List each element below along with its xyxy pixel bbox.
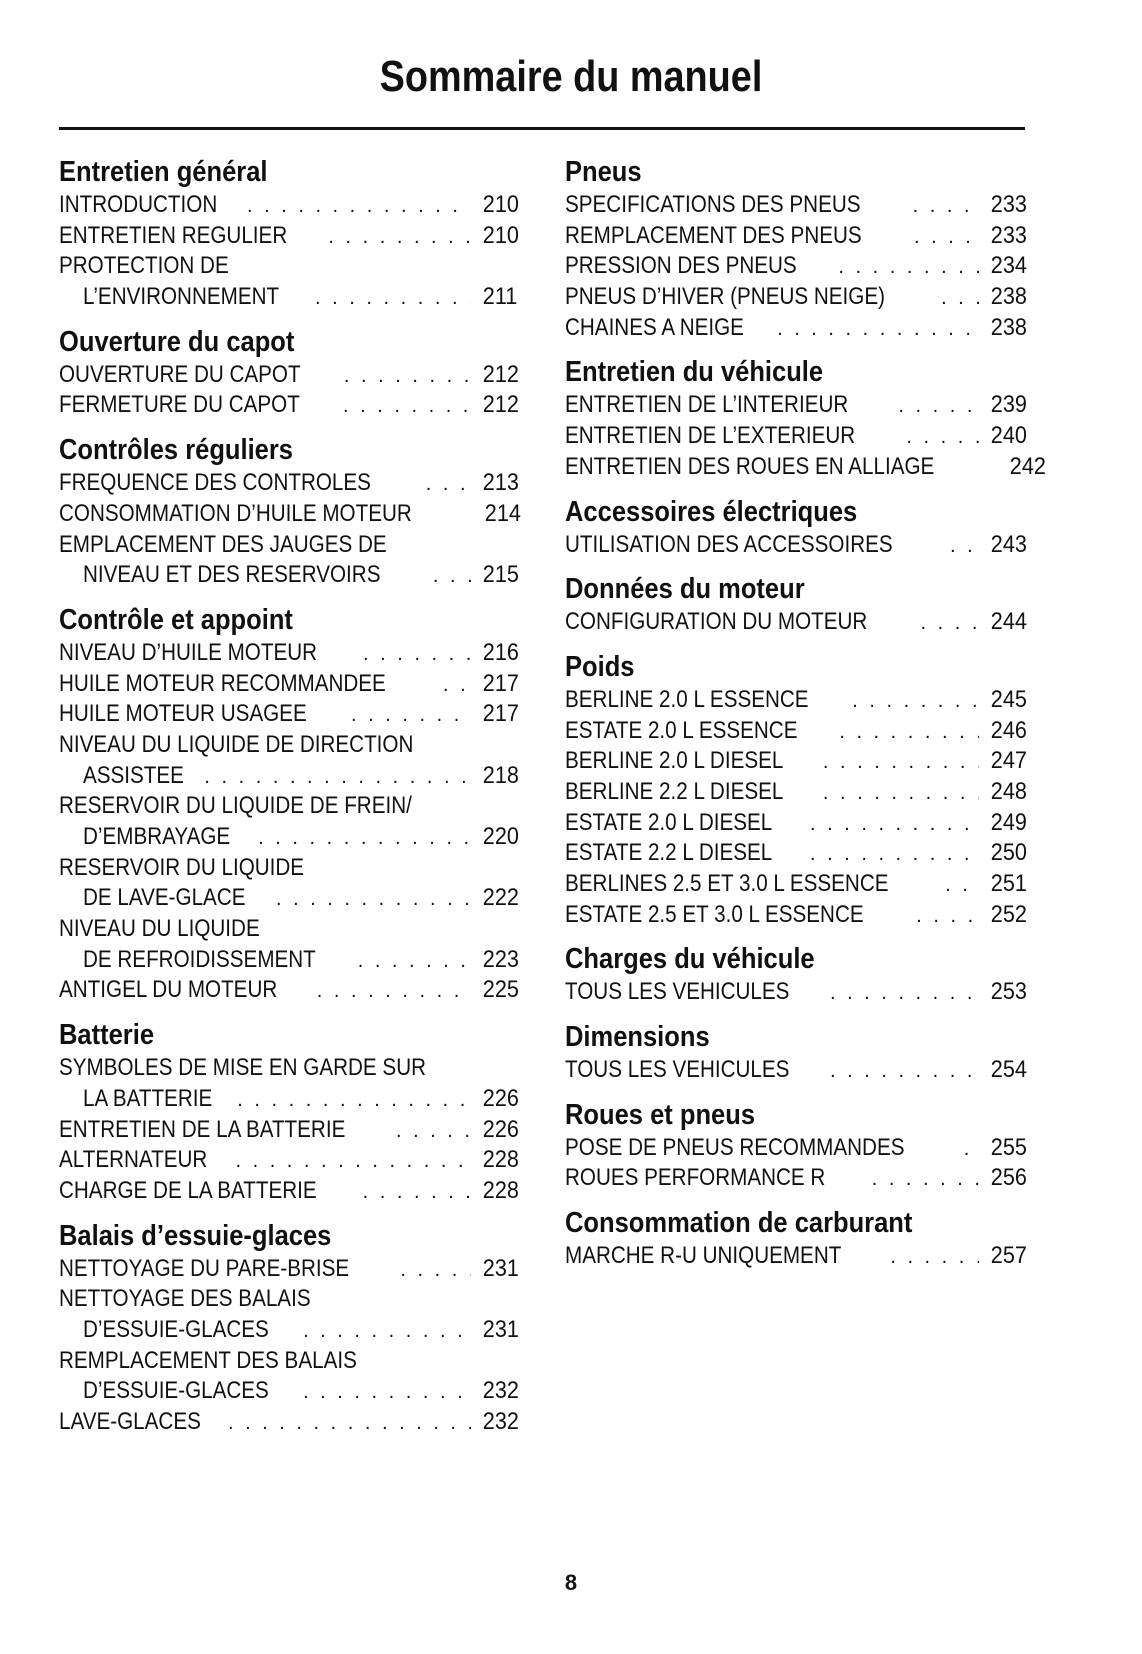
dot-leader: [433, 561, 471, 592]
toc-section: [565, 941, 1025, 1008]
entry-page: 249: [990, 808, 1027, 836]
entry-page: 254: [990, 1056, 1027, 1084]
toc-entry[interactable]: [59, 1176, 517, 1207]
toc-entry[interactable]: [565, 977, 1025, 1008]
entry-label: DE LAVE-GLACE: [83, 884, 246, 912]
entry-page: 222: [482, 884, 519, 912]
toc-entry[interactable]: [59, 221, 517, 252]
entry-page: 228: [482, 1176, 519, 1204]
toc-entry[interactable]: [565, 221, 1025, 252]
section-title: Accessoires électriques: [565, 495, 858, 528]
section-title: Entretien général: [59, 156, 268, 188]
dot-leader: [830, 1056, 979, 1087]
dot-leader: [363, 639, 471, 670]
entry-label: CONFIGURATION DU MOTEUR: [565, 608, 868, 636]
entry-page: 215: [482, 561, 519, 589]
entry-page: 232: [482, 1408, 519, 1435]
toc-section: [565, 1205, 1025, 1272]
entry-label: NETTOYAGE DU PARE-BRISE: [59, 1254, 350, 1282]
dot-leader: [328, 222, 471, 253]
dot-leader: [363, 1177, 471, 1208]
entry-label: ROUES PERFORMANCE R: [565, 1164, 826, 1192]
entry-label-line: NIVEAU DU LIQUIDE DE DIRECTION: [59, 730, 414, 758]
entry-label-line: EMPLACEMENT DES JAUGES DE: [59, 530, 387, 558]
toc-entry[interactable]: [565, 746, 1025, 777]
entry-label: OUVERTURE DU CAPOT: [59, 360, 301, 388]
toc-entry[interactable]: [59, 1315, 517, 1346]
entry-page: 214: [485, 499, 522, 527]
entry-page: 210: [482, 191, 519, 218]
dot-leader: [838, 252, 979, 283]
toc-entry[interactable]: [59, 1376, 517, 1407]
entry-label: PNEUS D’HIVER (PNEUS NEIGE): [565, 283, 885, 311]
toc-section: [565, 649, 1025, 931]
entry-page: 243: [990, 530, 1027, 558]
entry-label-line: PROTECTION DE: [59, 252, 229, 280]
dot-leader: [351, 700, 471, 731]
toc-entry[interactable]: [59, 761, 517, 792]
entry-page: 238: [990, 313, 1027, 341]
entry-label: ENTRETIEN DES ROUES EN ALLIAGE: [565, 452, 935, 480]
entry-label: UTILISATION DES ACCESSOIRES: [565, 530, 893, 558]
entry-label: DE REFROIDISSEMENT: [83, 945, 316, 973]
entry-page: 251: [990, 870, 1027, 897]
dot-leader: [343, 391, 471, 422]
entry-label-line: RESERVOIR DU LIQUIDE DE FREIN/: [59, 792, 412, 820]
dot-leader: [852, 686, 979, 717]
toc-entry[interactable]: [59, 1254, 517, 1285]
toc-section: [565, 1097, 1025, 1194]
entry-label: LA BATTERIE: [83, 1084, 213, 1112]
entry-page: 246: [990, 716, 1027, 744]
entry-page: 245: [990, 685, 1027, 713]
entry-label: SPECIFICATIONS DES PNEUS: [565, 191, 861, 218]
left-column: [59, 154, 522, 1449]
toc-entry[interactable]: [565, 808, 1025, 839]
toc-entry[interactable]: [59, 468, 517, 499]
entry-label: ANTIGEL DU MOTEUR: [59, 976, 278, 1004]
dot-leader: [315, 283, 471, 314]
dot-leader: [276, 884, 471, 915]
entry-label: ASSISTEE: [83, 761, 184, 789]
dot-leader: [941, 283, 979, 314]
entry-page: 228: [482, 1146, 519, 1174]
section-title: Dimensions: [565, 1021, 710, 1054]
page-title: Sommaire du manuel: [379, 52, 763, 101]
toc-entry[interactable]: [59, 883, 517, 914]
dot-leader: [237, 1085, 471, 1116]
entry-page: 256: [990, 1164, 1027, 1192]
entry-page: 211: [482, 283, 518, 311]
toc-entry[interactable]: [59, 638, 517, 669]
entry-page: 217: [482, 669, 519, 697]
toc-entry[interactable]: [59, 669, 517, 700]
entry-label: LAVE-GLACES: [59, 1408, 201, 1435]
toc-entry[interactable]: [59, 1407, 517, 1438]
entry-label: NIVEAU D’HUILE MOTEUR: [59, 638, 318, 666]
toc-entry[interactable]: [565, 251, 1025, 282]
toc-entry[interactable]: [565, 190, 1025, 221]
toc-entry[interactable]: [59, 190, 517, 221]
section-title: Données du moteur: [565, 573, 805, 606]
dot-leader: [839, 717, 979, 748]
entry-label: ESTATE 2.0 L DIESEL: [565, 808, 773, 836]
dot-leader: [964, 1134, 979, 1165]
entry-label-line: NIVEAU DU LIQUIDE: [59, 915, 260, 943]
dot-leader: [396, 1116, 471, 1147]
entry-page: 257: [990, 1242, 1027, 1270]
entry-page: 240: [990, 422, 1027, 450]
section-title: Pneus: [565, 156, 642, 188]
toc-section: [565, 494, 1025, 561]
dot-leader: [810, 809, 979, 840]
entry-label: D’ESSUIE-GLACES: [83, 1377, 269, 1405]
entry-page: 231: [482, 1254, 519, 1282]
entry-label: ENTRETIEN DE L’INTERIEUR: [565, 391, 849, 419]
section-title: Roues et pneus: [565, 1098, 756, 1131]
entry-page: 234: [990, 252, 1027, 280]
section-title: Poids: [565, 650, 635, 683]
entry-page: 218: [482, 761, 519, 789]
entry-label: ENTRETIEN REGULIER: [59, 221, 288, 249]
entry-page: 238: [990, 283, 1027, 311]
toc-section: [59, 1017, 517, 1206]
toc-entry[interactable]: [565, 607, 1025, 638]
toc-entry[interactable]: [59, 1145, 517, 1176]
toc-entry[interactable]: [565, 716, 1025, 747]
entry-page: 226: [482, 1084, 519, 1112]
entry-label: ESTATE 2.5 ET 3.0 L ESSENCE: [565, 900, 864, 928]
entry-page: 252: [990, 900, 1027, 928]
entry-label-line: SYMBOLES DE MISE EN GARDE SUR: [59, 1054, 427, 1082]
entry-page: 225: [482, 976, 519, 1004]
entry-label: FREQUENCE DES CONTROLES: [59, 469, 371, 497]
toc-section: [59, 602, 517, 1006]
dot-leader: [228, 1408, 471, 1439]
entry-page: 216: [482, 638, 519, 666]
entry-label: INTRODUCTION: [59, 191, 218, 218]
toc-entry[interactable]: [565, 530, 1025, 561]
entry-label: FERMETURE DU CAPOT: [59, 391, 300, 419]
entry-page: 244: [990, 608, 1027, 636]
dot-leader: [823, 778, 979, 809]
dot-leader: [823, 747, 979, 778]
entry-label: BERLINE 2.0 L DIESEL: [565, 747, 784, 775]
dot-leader: [258, 823, 471, 854]
entry-page: 217: [482, 700, 519, 728]
dot-leader: [777, 314, 979, 345]
entry-label: CHARGE DE LA BATTERIE: [59, 1176, 317, 1204]
dot-leader: [443, 670, 471, 701]
dot-leader: [830, 978, 979, 1009]
entry-page: 253: [990, 978, 1027, 1006]
dot-leader: [890, 1242, 979, 1273]
entry-label: CONSOMMATION D’HUILE MOTEUR: [59, 499, 412, 527]
toc-entry[interactable]: [565, 685, 1025, 716]
dot-leader: [358, 946, 471, 977]
entry-label: MARCHE R-U UNIQUEMENT: [565, 1242, 842, 1270]
toc-entry[interactable]: [59, 975, 517, 1006]
entry-page: 212: [482, 360, 519, 388]
dot-leader: [344, 361, 471, 392]
entry-page: 231: [482, 1315, 519, 1343]
entry-page: 242: [1010, 452, 1047, 480]
toc-entry[interactable]: [565, 1163, 1025, 1194]
entry-page: 223: [482, 945, 519, 973]
entry-label: D’EMBRAYAGE: [83, 823, 231, 850]
right-column: [565, 154, 1047, 1283]
section-title: Balais d’essuie-glaces: [59, 1219, 332, 1252]
entry-page: 250: [990, 839, 1027, 867]
dot-leader: [303, 1316, 471, 1347]
section-title: Entretien du véhicule: [565, 356, 824, 389]
entry-label: ESTATE 2.0 L ESSENCE: [565, 716, 798, 744]
entry-label: REMPLACEMENT DES PNEUS: [565, 221, 862, 249]
entry-label: PRESSION DES PNEUS: [565, 252, 797, 280]
dot-leader: [872, 1164, 979, 1195]
entry-page: 213: [482, 469, 519, 497]
toc-section: [565, 154, 1025, 343]
section-title: Contrôles réguliers: [59, 434, 293, 467]
entry-label-line: REMPLACEMENT DES BALAIS: [59, 1346, 357, 1374]
toc-entry[interactable]: [565, 421, 1025, 452]
entry-page: 220: [482, 823, 519, 850]
entry-label: NIVEAU ET DES RESERVOIRS: [83, 561, 381, 589]
toc-entry[interactable]: [565, 777, 1025, 808]
entry-page: 248: [990, 777, 1027, 805]
entry-label: ALTERNATEUR: [59, 1146, 208, 1174]
entry-label: HUILE MOTEUR USAGEE: [59, 700, 307, 728]
entry-label: BERLINES 2.5 ET 3.0 L ESSENCE: [565, 870, 889, 897]
dot-leader: [247, 191, 471, 222]
toc-entry[interactable]: [59, 499, 522, 530]
toc-entry[interactable]: [59, 282, 517, 313]
entry-label: HUILE MOTEUR RECOMMANDEE: [59, 669, 386, 697]
toc-section: [59, 154, 517, 313]
toc-entry[interactable]: [59, 822, 517, 853]
dot-leader: [913, 191, 979, 222]
toc-entry[interactable]: [565, 838, 1025, 869]
entry-page: 226: [482, 1115, 519, 1143]
toc-entry[interactable]: [59, 1115, 517, 1146]
entry-label: ESTATE 2.2 L DIESEL: [565, 839, 773, 867]
dot-leader: [945, 870, 979, 901]
section-title: Charges du véhicule: [565, 943, 815, 976]
toc-entry[interactable]: [59, 390, 517, 421]
dot-leader: [906, 422, 979, 453]
entry-page: 239: [990, 391, 1027, 419]
toc-section: [565, 354, 1047, 482]
toc-entry[interactable]: [59, 699, 517, 730]
toc-entry[interactable]: [565, 1241, 1025, 1272]
entry-label: CHAINES A NEIGE: [565, 313, 744, 341]
entry-page: 212: [482, 391, 519, 419]
dot-leader: [921, 608, 979, 639]
toc-section: [59, 432, 522, 591]
toc-entry[interactable]: [59, 360, 517, 391]
entry-label: POSE DE PNEUS RECOMMANDES: [565, 1133, 905, 1161]
toc-entry[interactable]: [565, 390, 1025, 421]
entry-label: ENTRETIEN DE L’EXTERIEUR: [565, 422, 856, 450]
section-title: Ouverture du capot: [59, 325, 295, 358]
toc-section: [565, 571, 1025, 638]
toc-entry[interactable]: [565, 900, 1025, 931]
toc-section: [59, 324, 517, 421]
dot-leader: [898, 391, 979, 422]
dot-leader: [204, 762, 471, 793]
dot-leader: [303, 1377, 471, 1408]
dot-leader: [810, 839, 979, 870]
entry-page: 255: [990, 1133, 1027, 1161]
entry-page: 233: [990, 191, 1027, 218]
section-title: Contrôle et appoint: [59, 603, 293, 636]
page-number: 8: [564, 1570, 578, 1595]
entry-label: TOUS LES VEHICULES: [565, 978, 790, 1006]
entry-label: D’ESSUIE-GLACES: [83, 1315, 269, 1343]
entry-label: TOUS LES VEHICULES: [565, 1056, 790, 1084]
entry-label: BERLINE 2.2 L DIESEL: [565, 777, 784, 805]
entry-page: 247: [990, 747, 1027, 775]
section-title: Batterie: [59, 1019, 155, 1052]
entry-label-line: RESERVOIR DU LIQUIDE: [59, 853, 305, 881]
dot-leader: [317, 976, 471, 1007]
entry-page: 232: [482, 1377, 519, 1405]
entry-page: 233: [990, 221, 1027, 249]
dot-leader: [235, 1146, 471, 1177]
dot-leader: [950, 531, 979, 562]
toc-entry[interactable]: [59, 560, 517, 591]
toc-entry[interactable]: [59, 1084, 517, 1115]
title-rule: [59, 127, 1025, 130]
entry-label: ENTRETIEN DE LA BATTERIE: [59, 1115, 346, 1143]
toc-entry[interactable]: [565, 869, 1025, 900]
dot-leader: [914, 222, 979, 253]
dot-leader: [400, 1255, 471, 1286]
dot-leader: [916, 901, 979, 932]
toc-entry[interactable]: [565, 282, 1025, 313]
entry-label: BERLINE 2.0 L ESSENCE: [565, 685, 809, 713]
toc-entry[interactable]: [565, 1133, 1025, 1164]
entry-page: 210: [482, 221, 519, 249]
dot-leader: [426, 469, 471, 500]
entry-label-line: NETTOYAGE DES BALAIS: [59, 1285, 311, 1313]
section-title: Consommation de carburant: [565, 1207, 913, 1240]
toc-section: [59, 1218, 517, 1438]
toc-section: [565, 1019, 1025, 1086]
toc-entry[interactable]: [565, 313, 1025, 344]
toc-entry[interactable]: [59, 945, 517, 976]
toc-entry[interactable]: [565, 452, 1047, 483]
entry-label: L’ENVIRONNEMENT: [83, 283, 280, 311]
toc-entry[interactable]: [565, 1055, 1025, 1086]
